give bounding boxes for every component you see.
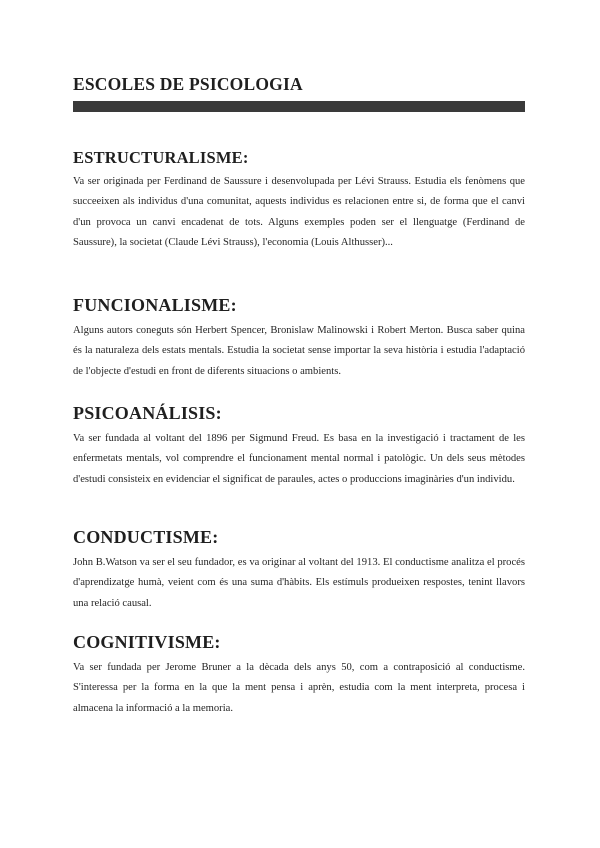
section-conductisme xyxy=(73,527,525,614)
section-heading: PSICOANÁLISIS: xyxy=(73,403,222,423)
section-heading: COGNITIVISME: xyxy=(73,632,221,652)
section-body: Va ser fundada al voltant del 1896 per Sigmund Freud. Es basa en la investigació i tractament de les enfermetats mentals, vol comprendre el funcionament mental normal i patològic. Un dels seus mètodes d'estudi consisteix en evidenciar el significat de paraules, actes o produccions imaginàries d'un individu. xyxy=(73,433,525,485)
section-psicoanalisis xyxy=(73,403,525,490)
title-divider xyxy=(73,101,525,112)
section-body: Va ser fundada per Jerome Bruner a la dècada dels anys 50, com a contraposició al conductisme. S'interessa per la forma en la que la ment pensa i aprèn, estudia com la ment interpreta, procesa i almacena la informació a la memoria. xyxy=(73,662,525,714)
section-body: John B.Watson va ser el seu fundador, es va originar al voltant del 1913. El conductisme analitza el procés d'aprendizatge humà, veient com és una suma d'hàbits. Els estímuls produeixen respostes, tenint llavors una relació causal. xyxy=(73,557,525,609)
section-cognitivisme xyxy=(73,632,525,719)
section-estructuralisme xyxy=(73,148,525,254)
section-heading: FUNCIONALISME: xyxy=(73,295,237,315)
section-body: Va ser originada per Ferdinand de Saussure i desenvolupada per Lévi Strauss. Estudia els fenòmens que succeeixen als individus d'una comunitat, aquests individus es relacionen entre si, de forma que el canvi d'un provoca un canvi encadenat de tots. Alguns exemples poden ser el llenguatge (Ferdinand de Saussure), la societat (Claude Lévi Strauss), l'economia (Louis Althusser)... xyxy=(73,176,525,249)
section-heading: ESTRUCTURALISME: xyxy=(73,148,249,167)
section-funcionalisme xyxy=(73,295,525,382)
section-heading: CONDUCTISME: xyxy=(73,527,219,547)
section-body: Alguns autors coneguts són Herbert Spencer, Bronislaw Malinowski i Robert Merton. Busca saber quina és la naturaleza dels estats mentals. Estudia la societat sense importar la seva història i estudia l'adaptació de l'objecte d'estudi en front de diferents situacions o ambients. xyxy=(73,325,525,377)
document-title: ESCOLES DE PSICOLOGIA xyxy=(73,74,303,94)
